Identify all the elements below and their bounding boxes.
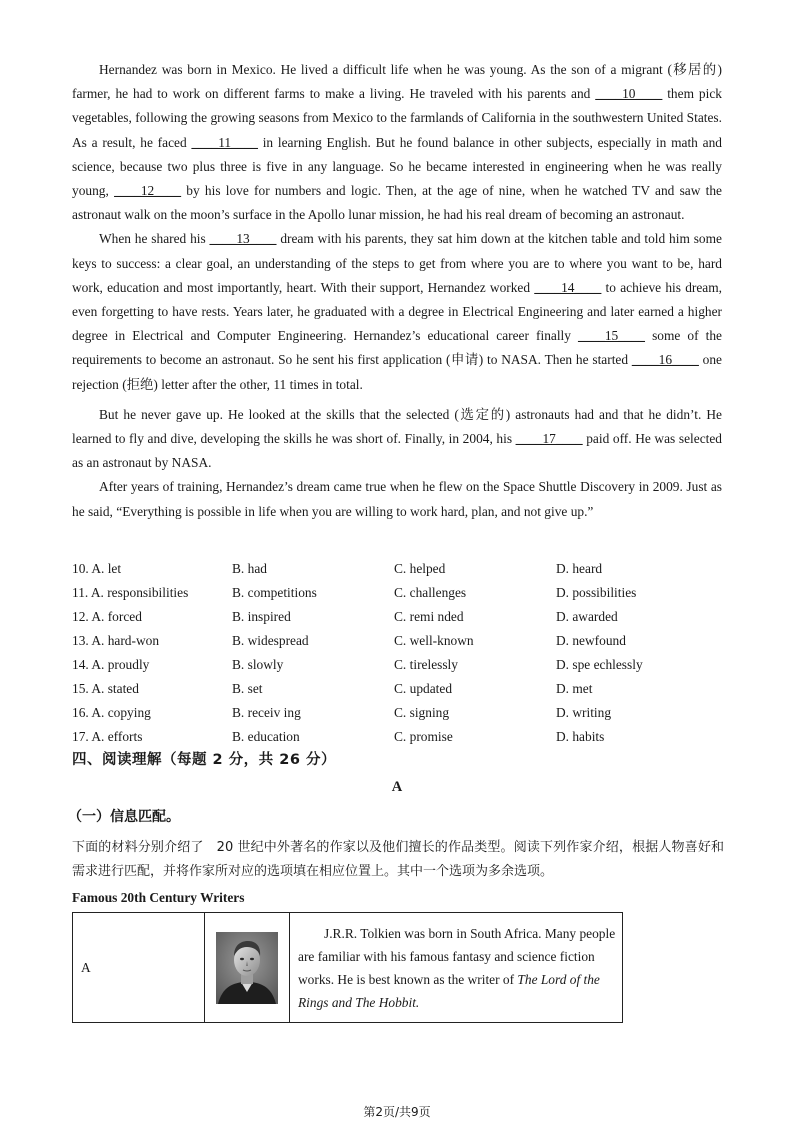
option-text: C. challenges <box>394 585 467 600</box>
blank-17: ____17____ <box>515 431 583 447</box>
option-text: D. habits <box>556 729 605 744</box>
option-text: C. tirelessly <box>394 657 458 672</box>
option-text: D. heard <box>556 561 603 576</box>
writer-portrait-image <box>216 932 278 1004</box>
option-text: C. promise <box>394 729 453 744</box>
option-text: D. spe echlessly <box>556 657 643 672</box>
instructions: 下面的材料分别介绍了 20 世纪中外著名的作家以及他们擅长的作品类型。阅读下列作家介绍，根据人物喜好和需求进行匹配，并将作家所对应的选项填在相应位置上。其中一个选项为多余选项。 <box>72 840 724 879</box>
passage-paragraph: When he shared his ____13____ dream with his parents, they sat him down at the kitchen table and told him some keys to success: a clear goal, an understanding of the steps to get from where you are to where you want to be, hard work, education and most importantly, heart. With their support, Hernandez worked ____14____ to achieve his dream, even forgetting to have rests. Years later, he graduated with a degree in Electrical Engineering and later earned a higher degree in Electrical and Computer Engineering. Hernandez’s educational career finally ____15____ some of the requirements to become an astronaut. So he sent his first application (申请) to NASA. Then he started ____16____ one rejection (拒绝) letter after the other, 11 times in total. <box>72 227 722 396</box>
blank-15: ____15____ <box>578 328 645 344</box>
writers-table <box>72 912 623 1023</box>
table-title: Famous 20th Century Writers <box>72 890 245 905</box>
option-text: 17. A. efforts <box>72 729 143 744</box>
option-text: 12. A. forced <box>72 609 142 624</box>
option-row-11 <box>72 581 732 605</box>
cloze-passage <box>72 58 722 524</box>
part-label: A <box>391 779 403 795</box>
option-row-13 <box>72 629 732 653</box>
option-text: D. awarded <box>556 609 618 624</box>
option-text: B. slowly <box>232 657 284 672</box>
blank-16: ____16____ <box>631 352 699 368</box>
writer-description: J.R.R. Tolkien was born in South Africa. Many people are familiar with his famous fantasy and science fiction works. He is best known as the writer of The Lord of the Rings and The Hobbit. <box>290 913 623 1023</box>
option-text: D. possibilities <box>556 585 637 600</box>
passage-paragraph: Hernandez was born in Mexico. He lived a difficult life when he was young. As the son of a migrant (移居的) farmer, he had to work on different farms to make a living. He traveled with his parents and ____10____ them pick vegetables, following the growing seasons from Mexico to the farmlands of California in the southwestern United States. As a result, he faced ____11____ in learning English. But he found balance in other subjects, especially in math and science, because two plus three is five in any language. So he became interested in engineering when he was really young, ____12____ by his love for numbers and logic. Then, at the age of nine, when he watched TV and saw the astronaut walk on the moon’s surface in the Apollo lunar mission, he had his real dream of becoming an astronaut. <box>72 62 723 223</box>
option-text: B. inspired <box>232 609 291 624</box>
option-text: 15. A. stated <box>72 681 139 696</box>
option-text: 11. A. responsibilities <box>72 585 189 600</box>
blank-13: ____13____ <box>209 231 277 247</box>
blank-14: ____14____ <box>534 279 602 295</box>
blank-11: ____11____ <box>191 134 258 150</box>
option-text: 14. A. proudly <box>72 657 150 672</box>
option-text: D. newfound <box>556 633 626 648</box>
option-text: 16. A. copying <box>72 705 151 720</box>
option-text: B. education <box>232 729 300 744</box>
option-text: B. had <box>232 561 267 576</box>
subsection-title: （一）信息匹配。 <box>68 809 180 825</box>
blank-10: ____10____ <box>595 86 663 102</box>
option-text: C. signing <box>394 705 450 720</box>
passage-paragraph: After years of training, Hernandez’s dream came true when he flew on the Space Shuttle Discovery in 2009. Just as he said, “Everything is possible in life when you are willing to work hard, plan, and not give up.” <box>72 479 722 519</box>
option-text: B. competitions <box>232 585 317 600</box>
blank-12: ____12____ <box>114 183 182 199</box>
option-text: B. set <box>232 681 263 696</box>
option-text: B. widespread <box>232 633 309 648</box>
option-row-14 <box>72 653 732 677</box>
option-text: C. well-known <box>394 633 474 648</box>
page-footer: 第2页/共9页 <box>363 1105 431 1119</box>
row-label: A <box>73 913 205 1023</box>
option-text: D. writing <box>556 705 612 720</box>
answer-options <box>72 557 732 749</box>
option-text: D. met <box>556 681 593 696</box>
option-text: C. updated <box>394 681 453 696</box>
section-title: 四、阅读理解（每题 2 分，共 26 分） <box>72 752 336 768</box>
option-row-15 <box>72 677 732 701</box>
option-text: 10. A. let <box>72 561 122 576</box>
option-text: C. remi nded <box>394 609 464 624</box>
passage-paragraph: But he never gave up. He looked at the skills that the selected (选定的) astronauts had and that he didn’t. He learned to fly and dive, developing the skills he was short of. Finally, in 2004, his ____17____ paid off. He was selected as an astronaut by NASA. <box>72 406 722 471</box>
option-row-16 <box>72 701 732 725</box>
photo-cell <box>205 913 290 1023</box>
option-text: B. receiv ing <box>232 705 301 720</box>
option-row-12 <box>72 605 732 629</box>
option-text: C. helped <box>394 561 446 576</box>
option-row-10 <box>72 557 732 581</box>
option-row-17 <box>72 725 732 749</box>
option-text: 13. A. hard-won <box>72 633 160 648</box>
book-titles: The Lord of the Rings and The Hobbit. <box>298 971 600 1010</box>
table-row <box>73 913 623 1023</box>
